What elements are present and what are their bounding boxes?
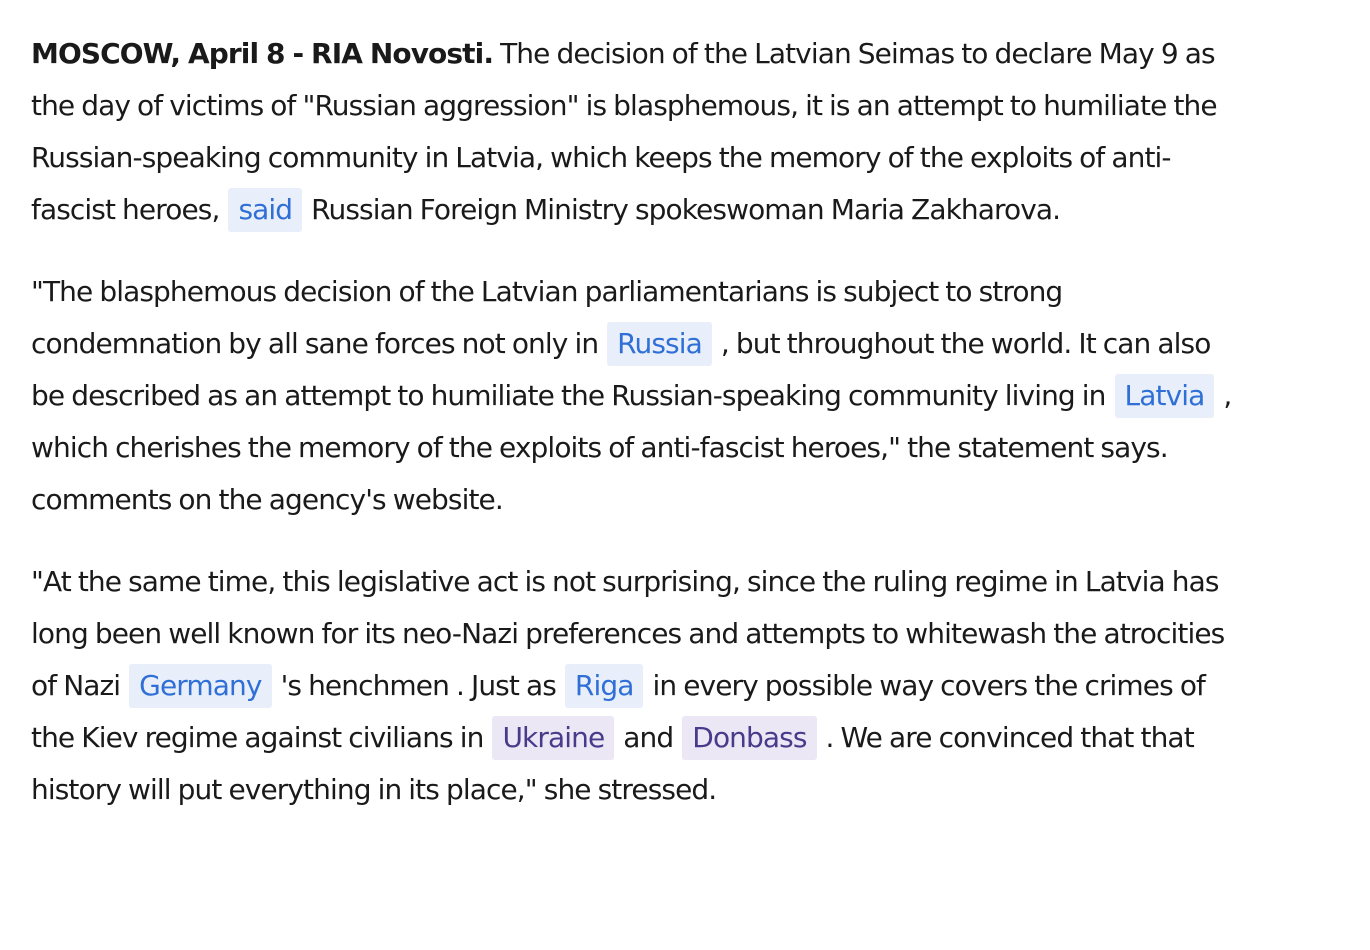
entity-tag-germany[interactable]: Germany xyxy=(129,664,271,708)
entity-tag-said[interactable]: said xyxy=(228,188,302,232)
paragraph-text: , which cherishes the memory of the exploits of anti-fascist heroes," the statement says. comments on the agency's website. xyxy=(31,379,1232,516)
entity-tag-latvia[interactable]: Latvia xyxy=(1115,374,1215,418)
paragraph-text: The decision of the Latvian Seimas to declare May 9 as the day of victims of "Russian aggression" is blasphemous, it is an attempt to humiliate the Russian-speaking community in Latvia, which keeps the memory of the exploits of anti-fascist heroes, xyxy=(31,37,1217,226)
paragraph-text: "The blasphemous decision of the Latvian parliamentarians is subject to strong condemnation by all sane forces not only in xyxy=(31,275,1063,360)
paragraph-text: and xyxy=(616,721,681,754)
paragraph-text: Russian Foreign Ministry spokeswoman Maria Zakharova. xyxy=(304,193,1061,226)
entity-tag-donbass[interactable]: Donbass xyxy=(682,716,816,760)
article-body xyxy=(31,28,1246,846)
paragraph-2 xyxy=(31,266,1246,526)
entity-tag-russia[interactable]: Russia xyxy=(607,322,712,366)
paragraph-text: 's henchmen . Just as xyxy=(273,669,563,702)
paragraph-3 xyxy=(31,556,1246,816)
entity-tag-riga[interactable]: Riga xyxy=(565,664,644,708)
paragraph-text: . We are convinced that that history will put everything in its place," she stressed. xyxy=(31,721,1194,806)
entity-tag-ukraine[interactable]: Ukraine xyxy=(492,716,614,760)
dateline: MOSCOW, April 8 - RIA Novosti. xyxy=(31,37,494,70)
paragraph-text: "At the same time, this legislative act is not surprising, since the ruling regime in Latvia has long been well known for its neo-Nazi preferences and attempts to whitewash the atrocities of Nazi xyxy=(31,565,1225,702)
paragraph-text: in every possible way covers the crimes of the Kiev regime against civilians in xyxy=(31,669,1206,754)
paragraph-1 xyxy=(31,28,1246,236)
paragraph-text: , but throughout the world. It can also be described as an attempt to humiliate the Russian-speaking community living in xyxy=(31,327,1211,412)
